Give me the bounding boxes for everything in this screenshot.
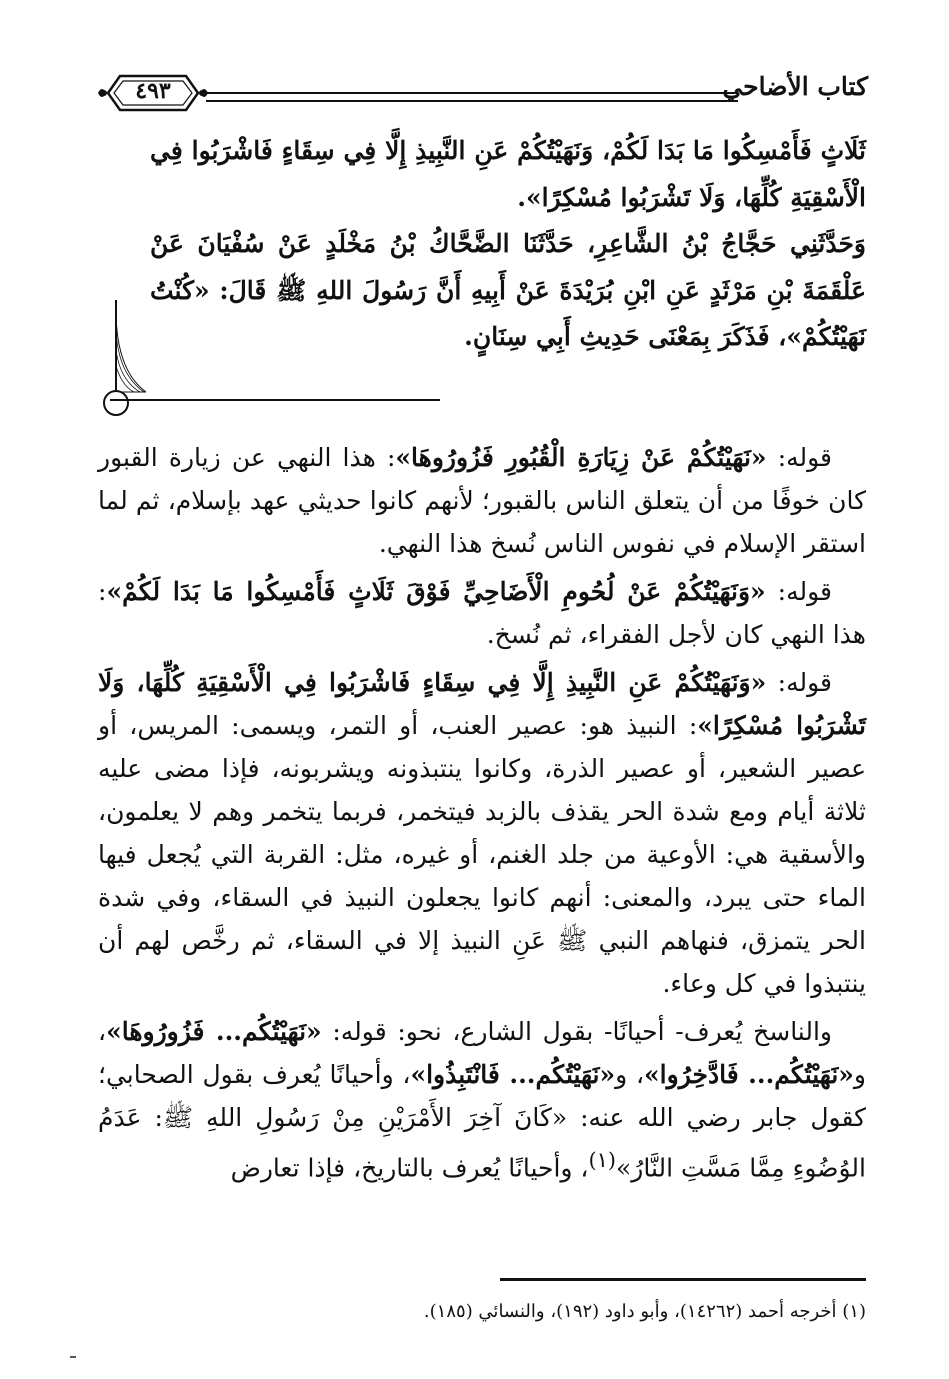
paragraph-text: : النبيذ هو: عصير العنب، أو التمر، ويسمى: المريس، أو عصير الشعير، أو عصير الذرة، وكانوا ينتبذونه ويشربونه، فإذا مضى عليه ثلاثة أيام ومع شدة الحر يقذف بالزبد فيتخمر، فربما يتخمر وهم لا يعلمون، والأسقية هي: الأوعية من جلد الغنم، أو غيره، مثل: القربة التي يُجعل فيها الماء حتى يبرد، والمعنى: أنهم كانوا يجعلون النبيذ في السقاء، وفي شدة الحر يتمزق، فنهاهم النبي ﷺ عَنِ النبيذ إلا في السقاء، ثم رخَّص لهم أن ينتبذوا في كل وعاء. bbox=[98, 711, 866, 998]
hadith-text bbox=[150, 128, 866, 361]
paragraph-text: والناسخ يُعرف- أحيانًا- بقول الشارع، نحو: قوله: bbox=[321, 1017, 832, 1046]
paragraph-lead: قوله: bbox=[766, 668, 832, 697]
page-header bbox=[98, 70, 868, 118]
paragraph-text: ، وأحيانًا يُعرف بقول الصحابي؛ كقول جابر رضي الله عنه: «كَانَ آخِرَ الأَمْرَيْنِ مِنْ رَسُولِ اللهِ ﷺ: عَدَمُ الوُضُوءِ مِمَّا مَسَّتِ النَّارُ» bbox=[98, 1060, 866, 1183]
scan-mark bbox=[70, 1356, 76, 1358]
footnote-reference[interactable]: (١) bbox=[588, 1148, 616, 1172]
hadith-paragraph: ثَلَاثٍ فَأَمْسِكُوا مَا بَدَا لَكُمْ، وَنَهَيْتُكُمْ عَنِ النَّبِيذِ إِلَّا فِي سِقَاءٍ فَاشْرَبُوا فِي الْأَسْقِيَةِ كُلِّهَا، وَلَا تَشْرَبُوا مُسْكِرًا». bbox=[150, 136, 866, 212]
quoted-hadith: «وَنَهَيْتُكُمْ عَنْ لُحُومِ الْأَضَاحِيِّ فَوْقَ ثَلَاثٍ فَأَمْسِكُوا مَا بَدَا لَكُمْ» bbox=[106, 577, 766, 606]
book-title: كتاب الأضاحي bbox=[722, 72, 868, 101]
hadith-frame-rule bbox=[110, 399, 440, 401]
quoted-hadith: «نَهَيْتُكُمْ عَنْ زِيَارَةِ الْقُبُورِ فَزُورُوهَا» bbox=[395, 443, 767, 472]
quoted-hadith: «وَنَهَيْتُكُمْ عَنِ النَّبِيذِ إِلَّا فِي سِقَاءٍ فَاشْرَبُوا فِي الْأَسْقِيَةِ كُلِّهَا، وَلَا تَشْرَبُوا مُسْكِرًا» bbox=[98, 668, 866, 740]
quoted-hadith: «نَهَيْتُكُم... فَادَّخِرُوا» bbox=[644, 1060, 854, 1089]
footnote-separator bbox=[500, 1278, 866, 1281]
commentary-text bbox=[98, 436, 866, 1189]
commentary-paragraph bbox=[98, 436, 866, 565]
commentary-paragraph bbox=[98, 661, 866, 1005]
paragraph-text: ، و bbox=[615, 1060, 645, 1089]
paragraph-lead: قوله: bbox=[766, 443, 833, 472]
paragraph-text: : هذا النهي كان لأجل الفقراء، ثم نُسخ. bbox=[98, 577, 866, 649]
commentary-paragraph bbox=[98, 1010, 866, 1189]
page-number-ornament bbox=[98, 70, 208, 116]
paragraph-text: ، وأحيانًا يُعرف بالتاريخ، فإذا تعارض bbox=[230, 1153, 589, 1183]
paragraph-text: : هذا النهي عن زيارة القبور كان خوفًا من أن يتعلق الناس بالقبور؛ لأنهم كانوا حديثي عهد بإسلام، ثم لما استقر الإسلام في نفوس الناس نُسخ هذا النهي. bbox=[98, 443, 866, 558]
page-number: ٤٩٣ bbox=[135, 78, 171, 104]
commentary-paragraph bbox=[98, 570, 866, 656]
paragraph-text: ، و bbox=[98, 1017, 866, 1089]
quoted-hadith: «نَهَيْتُكُم... فَانْتَبِذُوا» bbox=[410, 1060, 616, 1089]
hadith-paragraph: وَحَدَّثَنِي حَجَّاجُ بْنُ الشَّاعِرِ، حَدَّثَنَا الضَّحَّاكُ بْنُ مَخْلَدٍ عَنْ سُفْيَانَ عَنْ عَلْقَمَةَ بْنِ مَرْثَدٍ عَنِ ابْنِ بُرَيْدَةَ عَنْ أَبِيهِ أَنَّ رَسُولَ اللهِ ﷺ قَالَ: «كُنْتُ نَهَيْتُكُمْ»، فَذَكَرَ بِمَعْنَى حَدِيثِ أَبِي سِنَانٍ. bbox=[150, 229, 866, 351]
footnote: (١) أخرجه أحمد (١٤٢٦٢)، وأبو داود (١٩٢)، والنسائي (١٨٥). bbox=[423, 1301, 866, 1322]
header-rule bbox=[206, 92, 738, 102]
quoted-hadith: «نَهَيْتُكُم... فَزُورُوهَا» bbox=[106, 1017, 322, 1046]
paragraph-lead: قوله: bbox=[765, 577, 832, 606]
